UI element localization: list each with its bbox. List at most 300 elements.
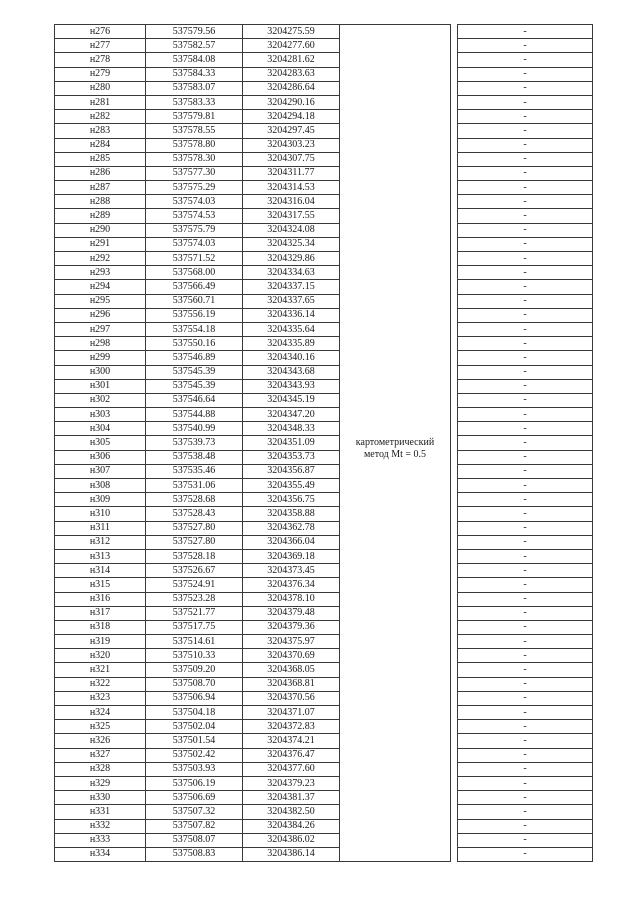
x-coordinate-cell: 537503.93 bbox=[146, 762, 243, 776]
column-gap bbox=[451, 592, 458, 606]
point-name-cell: н315 bbox=[55, 578, 146, 592]
method-cell bbox=[340, 464, 451, 478]
error-cell: - bbox=[458, 252, 593, 266]
x-coordinate-cell: 537579.81 bbox=[146, 110, 243, 124]
x-coordinate-cell: 537508.83 bbox=[146, 847, 243, 861]
error-cell: - bbox=[458, 365, 593, 379]
column-gap bbox=[451, 748, 458, 762]
column-gap bbox=[451, 691, 458, 705]
table-row bbox=[55, 379, 593, 393]
method-cell bbox=[340, 39, 451, 53]
error-cell: - bbox=[458, 223, 593, 237]
method-cell bbox=[340, 592, 451, 606]
point-name-cell: н329 bbox=[55, 776, 146, 790]
point-name-cell: н283 bbox=[55, 124, 146, 138]
y-coordinate-cell: 3204356.87 bbox=[243, 464, 340, 478]
table-row bbox=[55, 706, 593, 720]
y-coordinate-cell: 3204317.55 bbox=[243, 209, 340, 223]
x-coordinate-cell: 537583.07 bbox=[146, 81, 243, 95]
x-coordinate-cell: 537528.68 bbox=[146, 493, 243, 507]
column-gap bbox=[451, 39, 458, 53]
point-name-cell: н312 bbox=[55, 535, 146, 549]
y-coordinate-cell: 3204294.18 bbox=[243, 110, 340, 124]
y-coordinate-cell: 3204343.68 bbox=[243, 365, 340, 379]
error-cell: - bbox=[458, 720, 593, 734]
point-name-cell: н308 bbox=[55, 479, 146, 493]
x-coordinate-cell: 537539.73 bbox=[146, 436, 243, 450]
table-row bbox=[55, 124, 593, 138]
x-coordinate-cell: 537528.18 bbox=[146, 549, 243, 563]
table-row bbox=[55, 720, 593, 734]
method-cell bbox=[340, 748, 451, 762]
x-coordinate-cell: 537526.67 bbox=[146, 564, 243, 578]
method-cell bbox=[340, 847, 451, 861]
y-coordinate-cell: 3204353.73 bbox=[243, 450, 340, 464]
column-gap bbox=[451, 805, 458, 819]
y-coordinate-cell: 3204362.78 bbox=[243, 521, 340, 535]
table-row bbox=[55, 578, 593, 592]
method-cell bbox=[340, 294, 451, 308]
table-row bbox=[55, 819, 593, 833]
y-coordinate-cell: 3204337.65 bbox=[243, 294, 340, 308]
x-coordinate-cell: 537535.46 bbox=[146, 464, 243, 478]
y-coordinate-cell: 3204275.59 bbox=[243, 25, 340, 39]
point-name-cell: н300 bbox=[55, 365, 146, 379]
column-gap bbox=[451, 535, 458, 549]
method-cell bbox=[340, 351, 451, 365]
column-gap bbox=[451, 195, 458, 209]
y-coordinate-cell: 3204379.48 bbox=[243, 606, 340, 620]
method-cell bbox=[340, 152, 451, 166]
y-coordinate-cell: 3204314.53 bbox=[243, 181, 340, 195]
y-coordinate-cell: 3204358.88 bbox=[243, 507, 340, 521]
x-coordinate-cell: 537574.03 bbox=[146, 237, 243, 251]
error-cell: - bbox=[458, 464, 593, 478]
method-cell bbox=[340, 365, 451, 379]
table-row bbox=[55, 67, 593, 81]
error-cell: - bbox=[458, 351, 593, 365]
coordinates-table bbox=[54, 24, 593, 862]
table-row bbox=[55, 408, 593, 422]
y-coordinate-cell: 3204343.93 bbox=[243, 379, 340, 393]
x-coordinate-cell: 537554.18 bbox=[146, 322, 243, 336]
point-name-cell: н280 bbox=[55, 81, 146, 95]
table-row bbox=[55, 365, 593, 379]
y-coordinate-cell: 3204334.63 bbox=[243, 266, 340, 280]
method-cell bbox=[340, 649, 451, 663]
x-coordinate-cell: 537527.80 bbox=[146, 521, 243, 535]
column-gap bbox=[451, 351, 458, 365]
column-gap bbox=[451, 252, 458, 266]
coordinates-table-body bbox=[55, 25, 593, 862]
error-cell: - bbox=[458, 322, 593, 336]
y-coordinate-cell: 3204378.10 bbox=[243, 592, 340, 606]
column-gap bbox=[451, 67, 458, 81]
column-gap bbox=[451, 833, 458, 847]
table-row bbox=[55, 791, 593, 805]
point-name-cell: н296 bbox=[55, 308, 146, 322]
y-coordinate-cell: 3204366.04 bbox=[243, 535, 340, 549]
column-gap bbox=[451, 337, 458, 351]
column-gap bbox=[451, 791, 458, 805]
y-coordinate-cell: 3204386.02 bbox=[243, 833, 340, 847]
point-name-cell: н278 bbox=[55, 53, 146, 67]
x-coordinate-cell: 537546.64 bbox=[146, 393, 243, 407]
error-cell: - bbox=[458, 606, 593, 620]
error-cell: - bbox=[458, 379, 593, 393]
x-coordinate-cell: 537506.69 bbox=[146, 791, 243, 805]
x-coordinate-cell: 537531.06 bbox=[146, 479, 243, 493]
error-cell: - bbox=[458, 39, 593, 53]
y-coordinate-cell: 3204356.75 bbox=[243, 493, 340, 507]
column-gap bbox=[451, 138, 458, 152]
column-gap bbox=[451, 209, 458, 223]
point-name-cell: н291 bbox=[55, 237, 146, 251]
method-cell bbox=[340, 209, 451, 223]
x-coordinate-cell: 537578.30 bbox=[146, 152, 243, 166]
table-row bbox=[55, 436, 593, 450]
table-row bbox=[55, 762, 593, 776]
document-page bbox=[54, 24, 586, 862]
error-cell: - bbox=[458, 521, 593, 535]
point-name-cell: н309 bbox=[55, 493, 146, 507]
x-coordinate-cell: 537506.19 bbox=[146, 776, 243, 790]
column-gap bbox=[451, 620, 458, 634]
error-cell: - bbox=[458, 81, 593, 95]
y-coordinate-cell: 3204283.63 bbox=[243, 67, 340, 81]
table-row bbox=[55, 564, 593, 578]
column-gap bbox=[451, 379, 458, 393]
table-row bbox=[55, 25, 593, 39]
point-name-cell: н287 bbox=[55, 181, 146, 195]
point-name-cell: н327 bbox=[55, 748, 146, 762]
error-cell: - bbox=[458, 791, 593, 805]
x-coordinate-cell: 537578.55 bbox=[146, 124, 243, 138]
y-coordinate-cell: 3204373.45 bbox=[243, 564, 340, 578]
y-coordinate-cell: 3204375.97 bbox=[243, 635, 340, 649]
method-cell bbox=[340, 663, 451, 677]
method-cell bbox=[340, 720, 451, 734]
method-cell bbox=[340, 706, 451, 720]
error-cell: - bbox=[458, 847, 593, 861]
table-row bbox=[55, 337, 593, 351]
column-gap bbox=[451, 393, 458, 407]
x-coordinate-cell: 537506.94 bbox=[146, 691, 243, 705]
x-coordinate-cell: 537579.56 bbox=[146, 25, 243, 39]
point-name-cell: н281 bbox=[55, 95, 146, 109]
table-row bbox=[55, 663, 593, 677]
point-name-cell: н303 bbox=[55, 408, 146, 422]
table-row bbox=[55, 223, 593, 237]
error-cell: - bbox=[458, 138, 593, 152]
x-coordinate-cell: 537546.89 bbox=[146, 351, 243, 365]
point-name-cell: н311 bbox=[55, 521, 146, 535]
error-cell: - bbox=[458, 436, 593, 450]
point-name-cell: н294 bbox=[55, 280, 146, 294]
method-cell bbox=[340, 578, 451, 592]
y-coordinate-cell: 3204345.19 bbox=[243, 393, 340, 407]
error-cell: - bbox=[458, 663, 593, 677]
error-cell: - bbox=[458, 549, 593, 563]
table-row bbox=[55, 805, 593, 819]
error-cell: - bbox=[458, 592, 593, 606]
point-name-cell: н292 bbox=[55, 252, 146, 266]
method-cell bbox=[340, 195, 451, 209]
error-cell: - bbox=[458, 408, 593, 422]
table-row bbox=[55, 507, 593, 521]
table-row bbox=[55, 422, 593, 436]
x-coordinate-cell: 537550.16 bbox=[146, 337, 243, 351]
y-coordinate-cell: 3204370.69 bbox=[243, 649, 340, 663]
method-cell bbox=[340, 833, 451, 847]
point-name-cell: н304 bbox=[55, 422, 146, 436]
x-coordinate-cell: 537577.30 bbox=[146, 166, 243, 180]
table-row bbox=[55, 166, 593, 180]
table-row bbox=[55, 620, 593, 634]
error-cell: - bbox=[458, 53, 593, 67]
column-gap bbox=[451, 422, 458, 436]
point-name-cell: н321 bbox=[55, 663, 146, 677]
error-cell: - bbox=[458, 166, 593, 180]
table-row bbox=[55, 110, 593, 124]
table-row bbox=[55, 351, 593, 365]
column-gap bbox=[451, 464, 458, 478]
method-cell bbox=[340, 422, 451, 436]
column-gap bbox=[451, 635, 458, 649]
point-name-cell: н334 bbox=[55, 847, 146, 861]
point-name-cell: н276 bbox=[55, 25, 146, 39]
y-coordinate-cell: 3204371.07 bbox=[243, 706, 340, 720]
y-coordinate-cell: 3204379.23 bbox=[243, 776, 340, 790]
method-cell bbox=[340, 408, 451, 422]
method-cell bbox=[340, 337, 451, 351]
x-coordinate-cell: 537545.39 bbox=[146, 365, 243, 379]
y-coordinate-cell: 3204382.50 bbox=[243, 805, 340, 819]
y-coordinate-cell: 3204368.81 bbox=[243, 677, 340, 691]
point-name-cell: н314 bbox=[55, 564, 146, 578]
table-row bbox=[55, 847, 593, 861]
table-row bbox=[55, 649, 593, 663]
point-name-cell: н295 bbox=[55, 294, 146, 308]
x-coordinate-cell: 537502.42 bbox=[146, 748, 243, 762]
point-name-cell: н306 bbox=[55, 450, 146, 464]
column-gap bbox=[451, 450, 458, 464]
method-cell bbox=[340, 564, 451, 578]
column-gap bbox=[451, 280, 458, 294]
y-coordinate-cell: 3204351.09 bbox=[243, 436, 340, 450]
x-coordinate-cell: 537510.33 bbox=[146, 649, 243, 663]
method-cell bbox=[340, 81, 451, 95]
table-row bbox=[55, 635, 593, 649]
point-name-cell: н319 bbox=[55, 635, 146, 649]
table-row bbox=[55, 195, 593, 209]
column-gap bbox=[451, 95, 458, 109]
method-note: картометрический метод Mt = 0.5 bbox=[355, 436, 435, 460]
error-cell: - bbox=[458, 393, 593, 407]
column-gap bbox=[451, 294, 458, 308]
point-name-cell: н318 bbox=[55, 620, 146, 634]
point-name-cell: н330 bbox=[55, 791, 146, 805]
method-cell bbox=[340, 734, 451, 748]
method-cell bbox=[340, 606, 451, 620]
method-cell bbox=[340, 252, 451, 266]
column-gap bbox=[451, 25, 458, 39]
x-coordinate-cell: 537584.08 bbox=[146, 53, 243, 67]
error-cell: - bbox=[458, 677, 593, 691]
method-cell bbox=[340, 266, 451, 280]
y-coordinate-cell: 3204336.14 bbox=[243, 308, 340, 322]
x-coordinate-cell: 537544.88 bbox=[146, 408, 243, 422]
column-gap bbox=[451, 549, 458, 563]
error-cell: - bbox=[458, 819, 593, 833]
y-coordinate-cell: 3204277.60 bbox=[243, 39, 340, 53]
y-coordinate-cell: 3204347.20 bbox=[243, 408, 340, 422]
point-name-cell: н323 bbox=[55, 691, 146, 705]
column-gap bbox=[451, 734, 458, 748]
y-coordinate-cell: 3204307.75 bbox=[243, 152, 340, 166]
method-cell bbox=[340, 53, 451, 67]
error-cell: - bbox=[458, 308, 593, 322]
y-coordinate-cell: 3204376.47 bbox=[243, 748, 340, 762]
table-row bbox=[55, 138, 593, 152]
column-gap bbox=[451, 81, 458, 95]
method-cell bbox=[340, 308, 451, 322]
point-name-cell: н331 bbox=[55, 805, 146, 819]
table-row bbox=[55, 691, 593, 705]
error-cell: - bbox=[458, 762, 593, 776]
point-name-cell: н298 bbox=[55, 337, 146, 351]
point-name-cell: н297 bbox=[55, 322, 146, 336]
table-row bbox=[55, 152, 593, 166]
column-gap bbox=[451, 124, 458, 138]
point-name-cell: н320 bbox=[55, 649, 146, 663]
error-cell: - bbox=[458, 337, 593, 351]
error-cell: - bbox=[458, 450, 593, 464]
y-coordinate-cell: 3204370.56 bbox=[243, 691, 340, 705]
method-cell bbox=[340, 280, 451, 294]
point-name-cell: н322 bbox=[55, 677, 146, 691]
method-cell bbox=[340, 805, 451, 819]
point-name-cell: н317 bbox=[55, 606, 146, 620]
point-name-cell: н288 bbox=[55, 195, 146, 209]
x-coordinate-cell: 537582.57 bbox=[146, 39, 243, 53]
method-cell bbox=[340, 223, 451, 237]
table-row bbox=[55, 734, 593, 748]
x-coordinate-cell: 537528.43 bbox=[146, 507, 243, 521]
y-coordinate-cell: 3204324.08 bbox=[243, 223, 340, 237]
x-coordinate-cell: 537574.03 bbox=[146, 195, 243, 209]
method-cell bbox=[340, 110, 451, 124]
error-cell: - bbox=[458, 280, 593, 294]
x-coordinate-cell: 537527.80 bbox=[146, 535, 243, 549]
x-coordinate-cell: 537545.39 bbox=[146, 379, 243, 393]
method-cell bbox=[340, 819, 451, 833]
x-coordinate-cell: 537504.18 bbox=[146, 706, 243, 720]
table-row bbox=[55, 493, 593, 507]
table-row bbox=[55, 181, 593, 195]
column-gap bbox=[451, 606, 458, 620]
table-row bbox=[55, 81, 593, 95]
point-name-cell: н293 bbox=[55, 266, 146, 280]
y-coordinate-cell: 3204369.18 bbox=[243, 549, 340, 563]
column-gap bbox=[451, 365, 458, 379]
y-coordinate-cell: 3204335.89 bbox=[243, 337, 340, 351]
y-coordinate-cell: 3204316.04 bbox=[243, 195, 340, 209]
table-row bbox=[55, 549, 593, 563]
table-row bbox=[55, 606, 593, 620]
y-coordinate-cell: 3204372.83 bbox=[243, 720, 340, 734]
y-coordinate-cell: 3204297.45 bbox=[243, 124, 340, 138]
table-row bbox=[55, 776, 593, 790]
table-row bbox=[55, 833, 593, 847]
point-name-cell: н324 bbox=[55, 706, 146, 720]
column-gap bbox=[451, 578, 458, 592]
error-cell: - bbox=[458, 209, 593, 223]
x-coordinate-cell: 537502.04 bbox=[146, 720, 243, 734]
point-name-cell: н277 bbox=[55, 39, 146, 53]
x-coordinate-cell: 537507.32 bbox=[146, 805, 243, 819]
error-cell: - bbox=[458, 635, 593, 649]
x-coordinate-cell: 537540.99 bbox=[146, 422, 243, 436]
x-coordinate-cell: 537523.28 bbox=[146, 592, 243, 606]
point-name-cell: н310 bbox=[55, 507, 146, 521]
method-cell bbox=[340, 762, 451, 776]
column-gap bbox=[451, 436, 458, 450]
error-cell: - bbox=[458, 748, 593, 762]
column-gap bbox=[451, 847, 458, 861]
error-cell: - bbox=[458, 181, 593, 195]
error-cell: - bbox=[458, 237, 593, 251]
y-coordinate-cell: 3204335.64 bbox=[243, 322, 340, 336]
column-gap bbox=[451, 479, 458, 493]
point-name-cell: н305 bbox=[55, 436, 146, 450]
method-cell bbox=[340, 436, 451, 460]
x-coordinate-cell: 537578.80 bbox=[146, 138, 243, 152]
point-name-cell: н285 bbox=[55, 152, 146, 166]
y-coordinate-cell: 3204368.05 bbox=[243, 663, 340, 677]
y-coordinate-cell: 3204384.26 bbox=[243, 819, 340, 833]
x-coordinate-cell: 537521.77 bbox=[146, 606, 243, 620]
method-cell bbox=[340, 635, 451, 649]
table-row bbox=[55, 592, 593, 606]
point-name-cell: н289 bbox=[55, 209, 146, 223]
table-row bbox=[55, 209, 593, 223]
method-cell bbox=[340, 138, 451, 152]
error-cell: - bbox=[458, 152, 593, 166]
y-coordinate-cell: 3204311.77 bbox=[243, 166, 340, 180]
table-row bbox=[55, 237, 593, 251]
column-gap bbox=[451, 720, 458, 734]
column-gap bbox=[451, 776, 458, 790]
method-cell bbox=[340, 237, 451, 251]
error-cell: - bbox=[458, 578, 593, 592]
table-row bbox=[55, 535, 593, 549]
table-row bbox=[55, 39, 593, 53]
x-coordinate-cell: 537575.29 bbox=[146, 181, 243, 195]
table-row bbox=[55, 280, 593, 294]
x-coordinate-cell: 537514.61 bbox=[146, 635, 243, 649]
table-row bbox=[55, 464, 593, 478]
error-cell: - bbox=[458, 805, 593, 819]
error-cell: - bbox=[458, 422, 593, 436]
column-gap bbox=[451, 181, 458, 195]
error-cell: - bbox=[458, 507, 593, 521]
method-cell bbox=[340, 67, 451, 81]
error-cell: - bbox=[458, 110, 593, 124]
point-name-cell: н290 bbox=[55, 223, 146, 237]
error-cell: - bbox=[458, 734, 593, 748]
error-cell: - bbox=[458, 706, 593, 720]
